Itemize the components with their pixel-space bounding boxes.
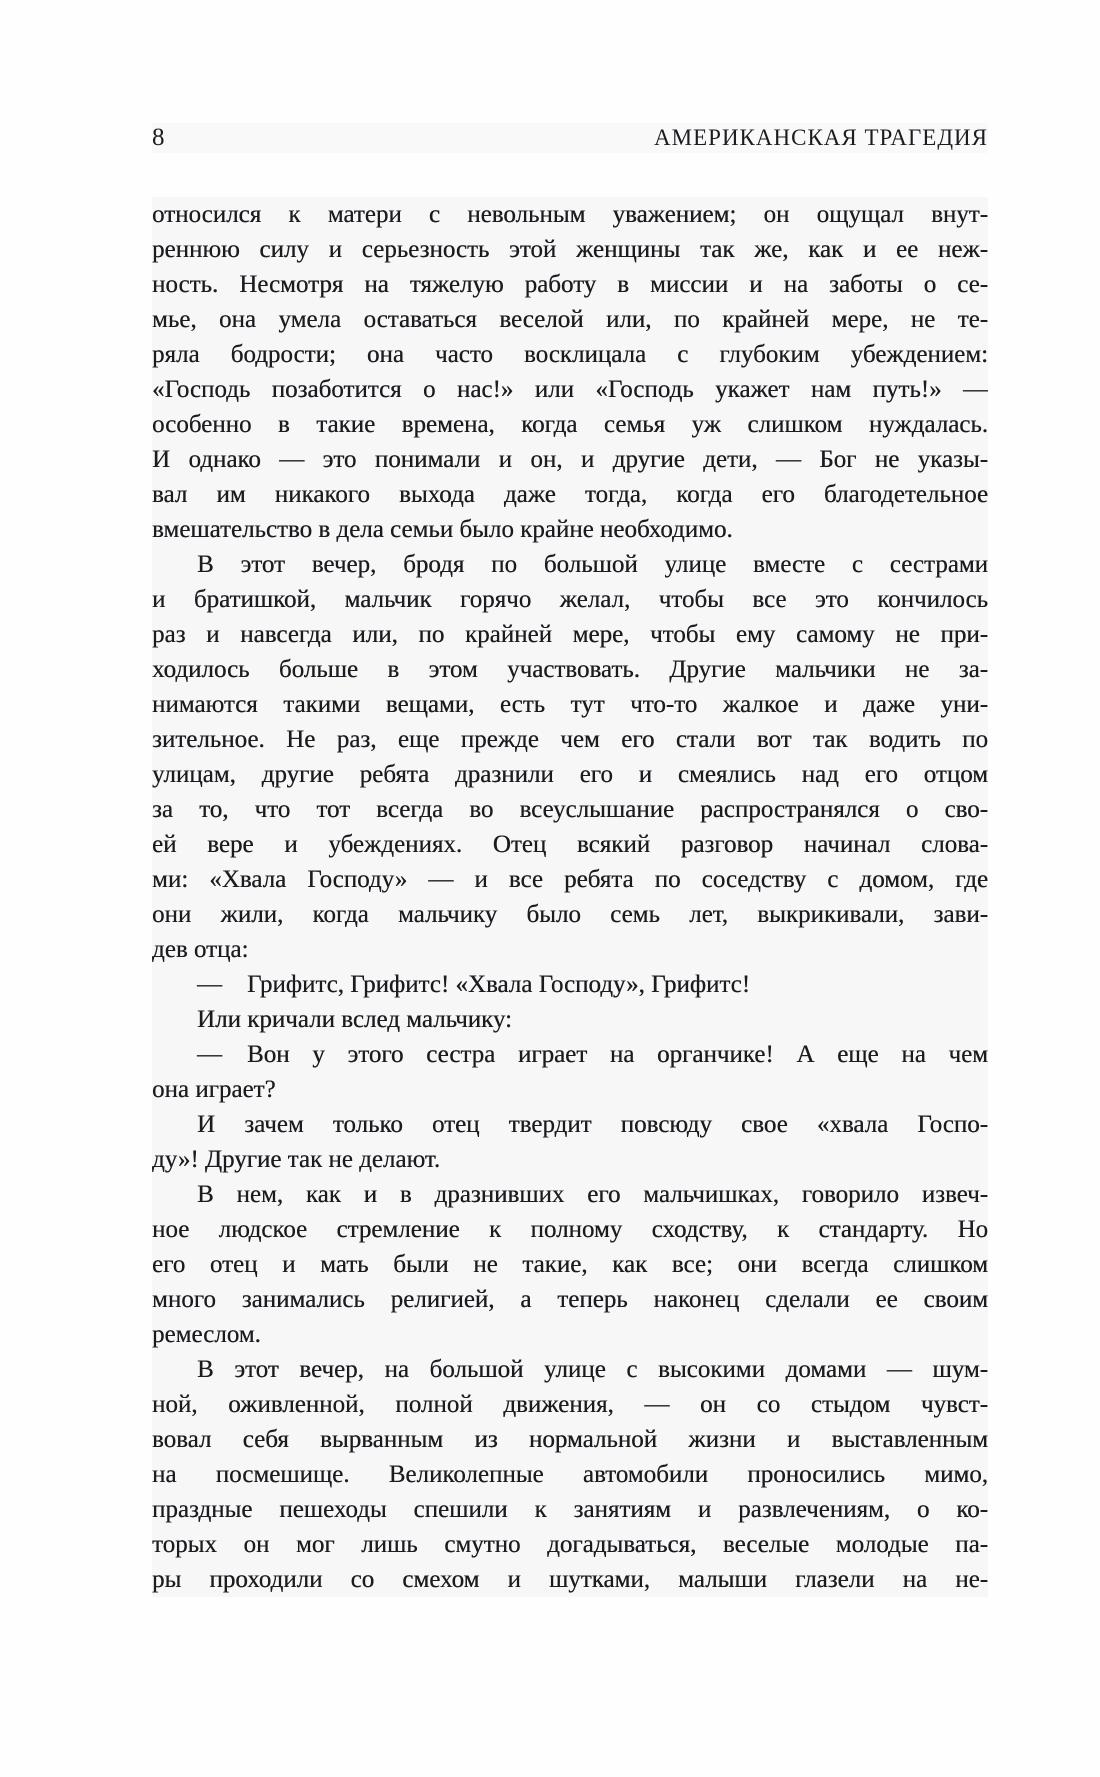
text-line: В этот вечер, на большой улице с высокими домами — шум- bbox=[152, 1352, 988, 1387]
text-line: ми: «Хвала Господу» — и все ребята по соседству с домом, где bbox=[152, 862, 988, 897]
text-line: относился к матери с невольным уважением; он ощущал внут- bbox=[152, 197, 988, 232]
text-line: за то, что тот всегда во всеуслышание распространялся о сво- bbox=[152, 792, 988, 827]
text-line: много занимались религией, а теперь наконец сделали ее своим bbox=[152, 1282, 988, 1317]
text-line: ряла бодрости; она часто восклицала с глубоким убеждением: bbox=[152, 337, 988, 372]
text-line: «Господь позаботится о нас!» или «Господь укажет нам путь!» — bbox=[152, 372, 988, 407]
text-line: праздные пешеходы спешили к занятиям и развлечениям, о ко- bbox=[152, 1492, 988, 1527]
text-line: они жили, когда мальчику было семь лет, выкрикивали, зави- bbox=[152, 897, 988, 932]
text-line: И зачем только отец твердит повсюду свое «хвала Госпо- bbox=[152, 1107, 988, 1142]
text-line: зительное. Не раз, еще прежде чем его стали вот так водить по bbox=[152, 722, 988, 757]
text-line: нимаются такими вещами, есть тут что-то жалкое и даже уни- bbox=[152, 687, 988, 722]
text-line: ду»! Другие так не делают. bbox=[152, 1142, 988, 1177]
text-line: ры проходили со смехом и шутками, малыши глазели на не- bbox=[152, 1562, 988, 1597]
text-line: ной, оживленной, полной движения, — он со стыдом чувст- bbox=[152, 1387, 988, 1422]
text-line: она играет? bbox=[152, 1072, 988, 1107]
text-line: особенно в такие времена, когда семья уж слишком нуждалась. bbox=[152, 407, 988, 442]
text-line: ремеслом. bbox=[152, 1317, 988, 1352]
text-line: и братишкой, мальчик горячо желал, чтобы все это кончилось bbox=[152, 582, 988, 617]
text-line: раз и навсегда или, по крайней мере, чтобы ему самому не при- bbox=[152, 617, 988, 652]
text-line: его отец и мать были не такие, как все; они всегда слишком bbox=[152, 1247, 988, 1282]
text-line: ей вере и убеждениях. Отец всякий разговор начинал слова- bbox=[152, 827, 988, 862]
text-line: ходилось больше в этом участвовать. Другие мальчики не за- bbox=[152, 652, 988, 687]
text-line: на посмешище. Великолепные автомобили проносились мимо, bbox=[152, 1457, 988, 1492]
text-line: вал им никакого выхода даже тогда, когда его благодетельное bbox=[152, 477, 988, 512]
text-line: улицам, другие ребята дразнили его и смеялись над его отцом bbox=[152, 757, 988, 792]
text-line: В нем, как и в дразнивших его мальчишках, говорило извеч- bbox=[152, 1177, 988, 1212]
text-line: И однако — это понимали и он, и другие дети, — Бог не указы- bbox=[152, 442, 988, 477]
text-line: торых он мог лишь смутно догадываться, веселые молодые па- bbox=[152, 1527, 988, 1562]
running-title: АМЕРИКАНСКАЯ ТРАГЕДИЯ bbox=[654, 125, 988, 150]
running-header bbox=[152, 123, 988, 153]
page-body-text bbox=[152, 197, 988, 1597]
text-line: В этот вечер, бродя по большой улице вместе с сестрами bbox=[152, 547, 988, 582]
text-line: — Грифитс, Грифитс! «Хвала Господу», Грифитс! bbox=[152, 967, 988, 1002]
text-line: дев отца: bbox=[152, 932, 988, 967]
text-line: реннюю силу и серьезность этой женщины так же, как и ее неж- bbox=[152, 232, 988, 267]
text-line: Или кричали вслед мальчику: bbox=[152, 1002, 988, 1037]
page-number: 8 bbox=[152, 124, 165, 151]
text-line: ность. Несмотря на тяжелую работу в миссии и на заботы о се- bbox=[152, 267, 988, 302]
text-line: вмешательство в дела семьи было крайне необходимо. bbox=[152, 512, 988, 547]
text-line: — Вон у этого сестра играет на органчике! А еще на чем bbox=[152, 1037, 988, 1072]
text-line: ное людское стремление к полному сходству, к стандарту. Но bbox=[152, 1212, 988, 1247]
text-line: вовал себя вырванным из нормальной жизни и выставленным bbox=[152, 1422, 988, 1457]
text-line: мье, она умела оставаться веселой или, по крайней мере, не те- bbox=[152, 302, 988, 337]
